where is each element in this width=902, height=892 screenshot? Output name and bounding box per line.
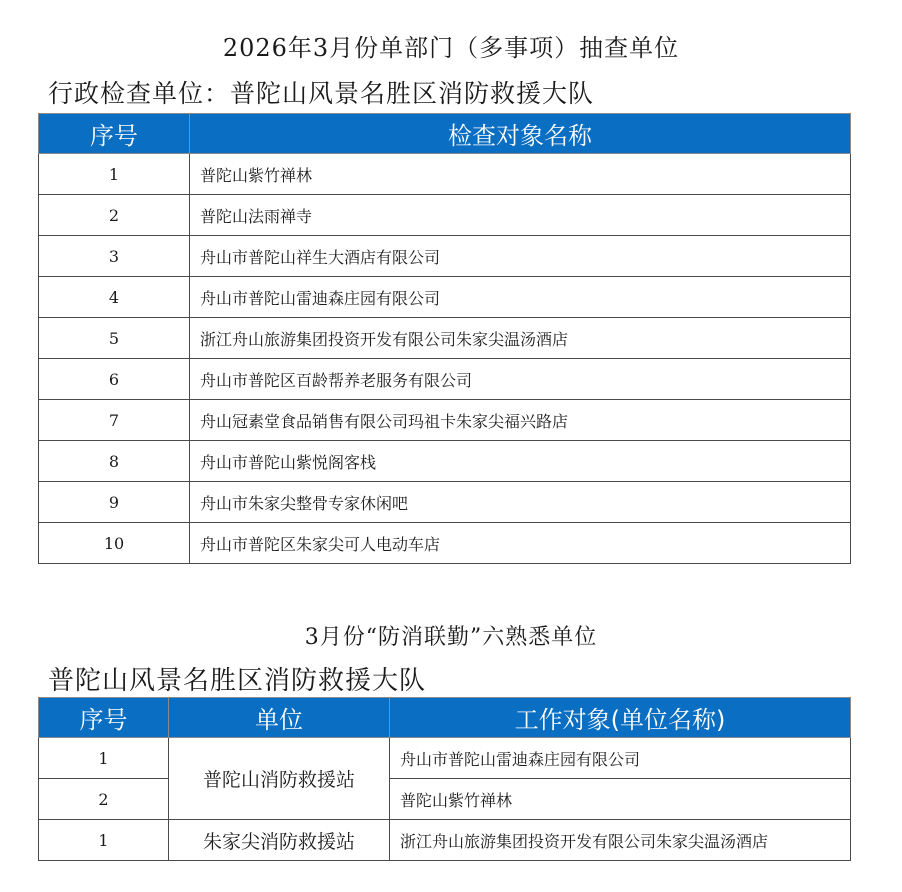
row-unit: 朱家尖消防救援站 <box>169 820 390 861</box>
table-row <box>39 482 851 523</box>
row-serial: 1 <box>39 738 169 779</box>
row-target-name: 舟山市普陀山祥生大酒店有限公司 <box>190 236 851 277</box>
table-row <box>39 738 851 779</box>
joint-duty-table <box>38 697 851 861</box>
table-header-row <box>39 114 851 154</box>
table-row <box>39 277 851 318</box>
header-serial: 序号 <box>39 698 169 738</box>
row-work-target: 舟山市普陀山雷迪森庄园有限公司 <box>390 738 851 779</box>
row-serial: 5 <box>39 318 190 359</box>
row-serial: 9 <box>39 482 190 523</box>
header-target-name: 检查对象名称 <box>190 114 851 154</box>
inspection-targets-table <box>38 113 851 564</box>
table-row <box>39 400 851 441</box>
row-work-target: 普陀山紫竹禅林 <box>390 779 851 820</box>
row-serial: 6 <box>39 359 190 400</box>
header-work-target: 工作对象(单位名称) <box>390 698 851 738</box>
row-serial: 2 <box>39 779 169 820</box>
row-unit: 普陀山消防救援站 <box>169 738 390 820</box>
table-row <box>39 318 851 359</box>
row-serial: 4 <box>39 277 190 318</box>
row-target-name: 舟山市普陀区朱家尖可人电动车店 <box>190 523 851 564</box>
row-serial: 1 <box>39 820 169 861</box>
row-serial: 1 <box>39 154 190 195</box>
table-row <box>39 195 851 236</box>
row-serial: 3 <box>39 236 190 277</box>
table-row <box>39 359 851 400</box>
table-row <box>39 236 851 277</box>
table-row <box>39 154 851 195</box>
table-row <box>39 779 851 820</box>
row-serial: 7 <box>39 400 190 441</box>
brigade-name: 普陀山风景名胜区消防救援大队 <box>48 666 427 696</box>
row-target-name: 浙江舟山旅游集团投资开发有限公司朱家尖温汤酒店 <box>190 318 851 359</box>
header-unit: 单位 <box>169 698 390 738</box>
row-target-name: 舟山市朱家尖整骨专家休闲吧 <box>190 482 851 523</box>
row-target-name: 舟山市普陀山紫悦阁客栈 <box>190 441 851 482</box>
row-target-name: 舟山市普陀山雷迪森庄园有限公司 <box>190 277 851 318</box>
row-target-name: 舟山市普陀区百龄帮养老服务有限公司 <box>190 359 851 400</box>
section2-title: 3月份“防消联勤”六熟悉单位 <box>304 625 598 650</box>
table-row <box>39 820 851 861</box>
row-serial: 2 <box>39 195 190 236</box>
row-serial: 10 <box>39 523 190 564</box>
table-row <box>39 441 851 482</box>
row-target-name: 普陀山紫竹禅林 <box>190 154 851 195</box>
row-target-name: 普陀山法雨禅寺 <box>190 195 851 236</box>
row-serial: 8 <box>39 441 190 482</box>
header-serial: 序号 <box>39 114 190 154</box>
document-title: 2026年3月份单部门（多事项）抽查单位 <box>222 34 680 62</box>
table-row <box>39 523 851 564</box>
table-header-row <box>39 698 851 738</box>
row-target-name: 舟山冠素堂食品销售有限公司玛祖卡朱家尖福兴路店 <box>190 400 851 441</box>
inspection-unit-label: 行政检查单位：普陀山风景名胜区消防救援大队 <box>48 79 595 108</box>
row-work-target: 浙江舟山旅游集团投资开发有限公司朱家尖温汤酒店 <box>390 820 851 861</box>
